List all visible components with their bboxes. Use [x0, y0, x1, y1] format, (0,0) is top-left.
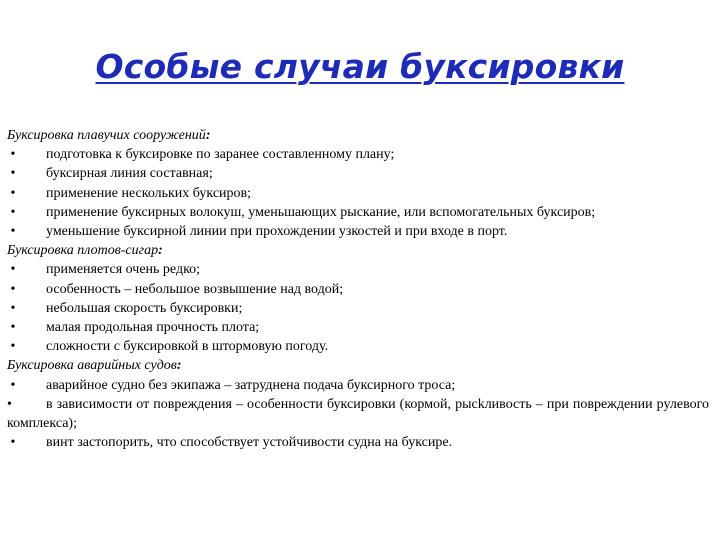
- section-heading-damaged-vessels: [7, 356, 709, 375]
- bullet-icon: •: [10, 224, 16, 240]
- list-item-text: уменьшение буксирной линии при прохождении узкостей и при входе в порт.: [46, 224, 508, 240]
- list-item: [7, 145, 709, 164]
- list-item-text: применяется очень редко;: [46, 262, 201, 278]
- bullet-icon: •: [7, 396, 12, 412]
- section-heading-text: Буксировка аварийных судов: [7, 358, 177, 374]
- bullet-icon: •: [10, 435, 16, 451]
- list-item: [7, 222, 709, 241]
- list-item-text: аварийное судно без экипажа – затруднена подача буксирного троса;: [46, 377, 456, 393]
- list-item: [7, 376, 709, 395]
- list-item: [7, 260, 709, 279]
- bullet-icon: •: [10, 339, 16, 355]
- bullet-icon: •: [10, 377, 16, 393]
- list-item: [7, 203, 709, 222]
- slide-title: Особые случаи буксировки: [95, 47, 625, 86]
- section-heading-colon: :: [176, 358, 182, 374]
- list-item: [7, 184, 709, 203]
- section-heading-text: Буксировка плавучих сооружений: [7, 128, 206, 143]
- list-item: [7, 395, 709, 433]
- list-item: [7, 433, 709, 452]
- section-heading-raft-cigars: [7, 241, 709, 260]
- list-item: [7, 299, 709, 318]
- bullet-icon: •: [10, 185, 16, 201]
- list-item-text: буксирная линия составная;: [46, 166, 213, 182]
- list-item-text: подготовка к буксировке по заранее составленному плану;: [46, 147, 395, 163]
- list-item: [7, 318, 709, 337]
- section-heading-colon: :: [158, 243, 163, 259]
- list-item-text: применение нескольких буксиров;: [46, 185, 252, 201]
- slide-body: [7, 126, 709, 452]
- list-item-text: небольшая скорость буксировки;: [46, 300, 243, 316]
- bullet-icon: •: [10, 281, 16, 297]
- bullet-icon: •: [10, 166, 16, 182]
- section-heading-text: Буксировка плотов-сигар: [7, 243, 159, 259]
- bullet-icon: •: [10, 300, 16, 316]
- bullet-icon: •: [10, 204, 16, 220]
- list-item: [7, 164, 709, 183]
- section-heading-colon: :: [205, 128, 211, 143]
- bullet-icon: •: [10, 262, 16, 278]
- list-item-text: винт застопорить, что способствует устойчивости судна на буксире.: [46, 435, 453, 451]
- list-item-text: особенность – небольшое возвышение над водой;: [46, 281, 344, 297]
- list-item-text: малая продольная прочность плота;: [46, 320, 260, 336]
- list-item: [7, 337, 709, 356]
- list-item-text: применение буксирных волокуш, уменьшающих рыскание, или вспомогательных буксиров;: [46, 204, 596, 220]
- section-heading-floating-structures: [7, 126, 709, 145]
- list-item-text: сложности с буксировкой в штормовую погоду.: [46, 339, 329, 355]
- bullet-icon: •: [10, 320, 16, 336]
- bullet-icon: •: [10, 147, 16, 163]
- list-item-text: в зависимости от повреждения – особенности буксировки (кормой, рысkливость – при повреждении рулевого комплекса);: [7, 396, 709, 432]
- list-item: [7, 280, 709, 299]
